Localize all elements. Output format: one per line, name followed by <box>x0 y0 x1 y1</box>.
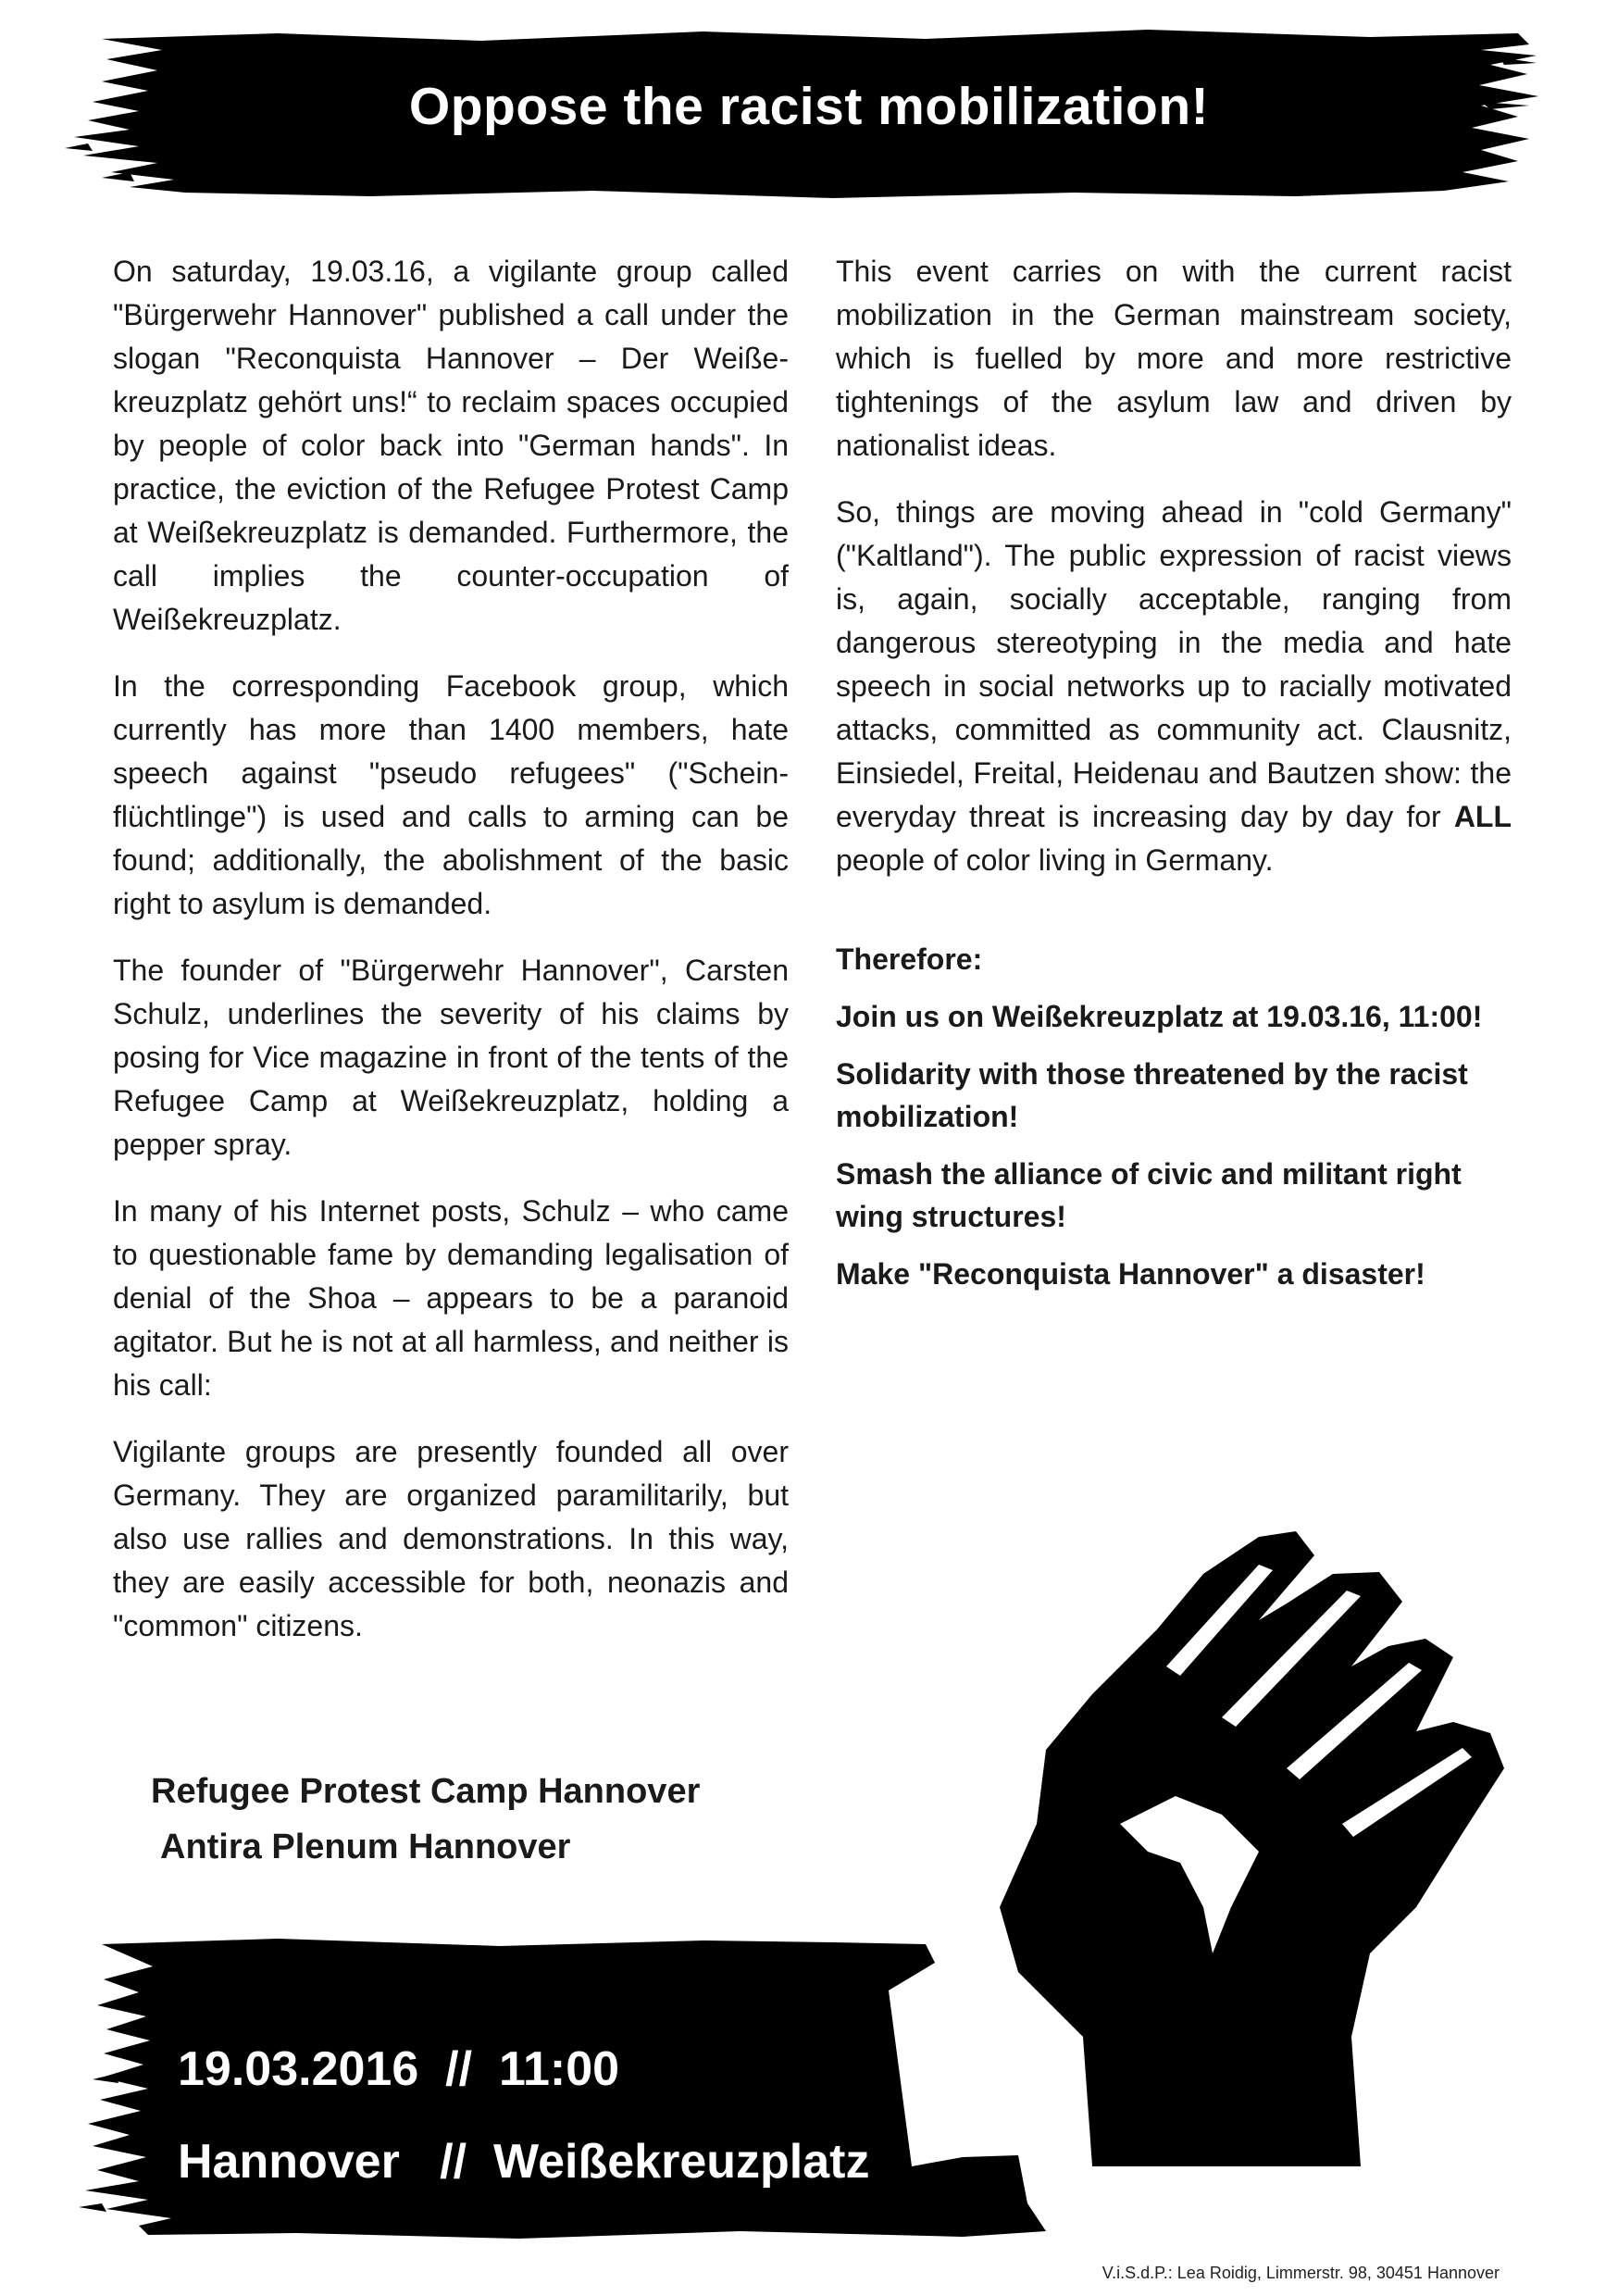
emphasis-all: ALL <box>1453 800 1512 833</box>
paragraph: On saturday, 19.03.16, a vigilante group called "Bürgerwehr Hannover" published a call under the slogan "Reconquista Hannover – Der Weiße-kreuzplatz gehört uns!“ to reclaim spaces occupied by people of color back into "German hands". In practice, the eviction of the Refugee Protest Camp at Weißekreuzplatz is demanded. Furthermore, the call implies the counter-occupation of Weißekreuzplatz. <box>113 255 789 636</box>
cta-item: Solidarity with those threatened by the racist mobilization! <box>836 1057 1468 1133</box>
call-to-action <box>836 938 1512 1295</box>
header-brush-banner <box>0 0 1618 222</box>
paragraph: This event carries on with the current racist mobilization in the German mainstream society, which is fuelled by more and more restrictive tightenings of the asylum law and driven by nationalist ideas. <box>836 255 1512 462</box>
event-place: Hannover // Weißekreuzplatz <box>178 2135 870 2189</box>
page-title: Oppose the racist mobilization! <box>408 77 1210 136</box>
paragraph: In the corresponding Facebook group, which currently has more than 1400 members, hate speech against "pseudo refugees" ("Schein-flüchtlinge") is used and calls to arming can be found; additionally, the abolishment of the basic right to asylum is demanded. <box>113 669 789 920</box>
organizers <box>151 1764 700 1875</box>
paragraph: Vigilante groups are presently founded all over Germany. They are organized paramilitarily, but also use rallies and demonstrations. In this way, they are easily accessible for both, neonazis and "common" citizens. <box>113 1435 789 1642</box>
cta-item: Join us on Weißekreuzplatz at 19.03.16, 11:00! <box>836 1000 1483 1033</box>
raised-fist-icon <box>981 1518 1546 2166</box>
cta-item: Smash the alliance of civic and militant right wing structures! <box>836 1157 1462 1233</box>
paragraph-tail: people of color living in Germany. <box>836 843 1274 877</box>
organizer-name: Refugee Protest Camp Hannover <box>151 1772 701 1811</box>
right-column <box>836 250 1512 1310</box>
imprint-visdp: V.i.S.d.P.: Lea Roidig, Limmerstr. 98, 30451 Hannover <box>1101 2264 1500 2282</box>
paragraph: The founder of "Bürgerwehr Hannover", Carsten Schulz, underlines the severity of his claims by posing for Vice magazine in front of the tents of the Refugee Camp at Weißekreuzplatz, holding a pepper spray. <box>113 954 789 1161</box>
event-info <box>178 2023 869 2208</box>
paragraph <box>836 491 1512 882</box>
paragraph: In many of his Internet posts, Schulz – who came to questionable fame by demanding legalisation of denial of the Shoa – appears to be a paranoid agitator. But he is not at all harmless, and neither is his call: <box>113 1194 789 1402</box>
left-column <box>113 250 789 1671</box>
cta-heading: Therefore: <box>836 942 983 976</box>
event-date-time: 19.03.2016 // 11:00 <box>178 2042 620 2096</box>
organizer-name: Antira Plenum Hannover <box>160 1828 571 1866</box>
paragraph-text: So, things are moving ahead in "cold Germany" ("Kaltland"). The public expression of racist views is, again, socially acceptable, ranging from dangerous stereotyping in the media and hate speech in social networks up to racially motivated attacks, committed as community act. Clausnitz, Einsiedel, Freital, Heidenau and Bautzen show: the everyday threat is increasing day by day for <box>836 495 1512 833</box>
cta-item: Make "Reconquista Hannover" a disaster! <box>836 1257 1425 1291</box>
